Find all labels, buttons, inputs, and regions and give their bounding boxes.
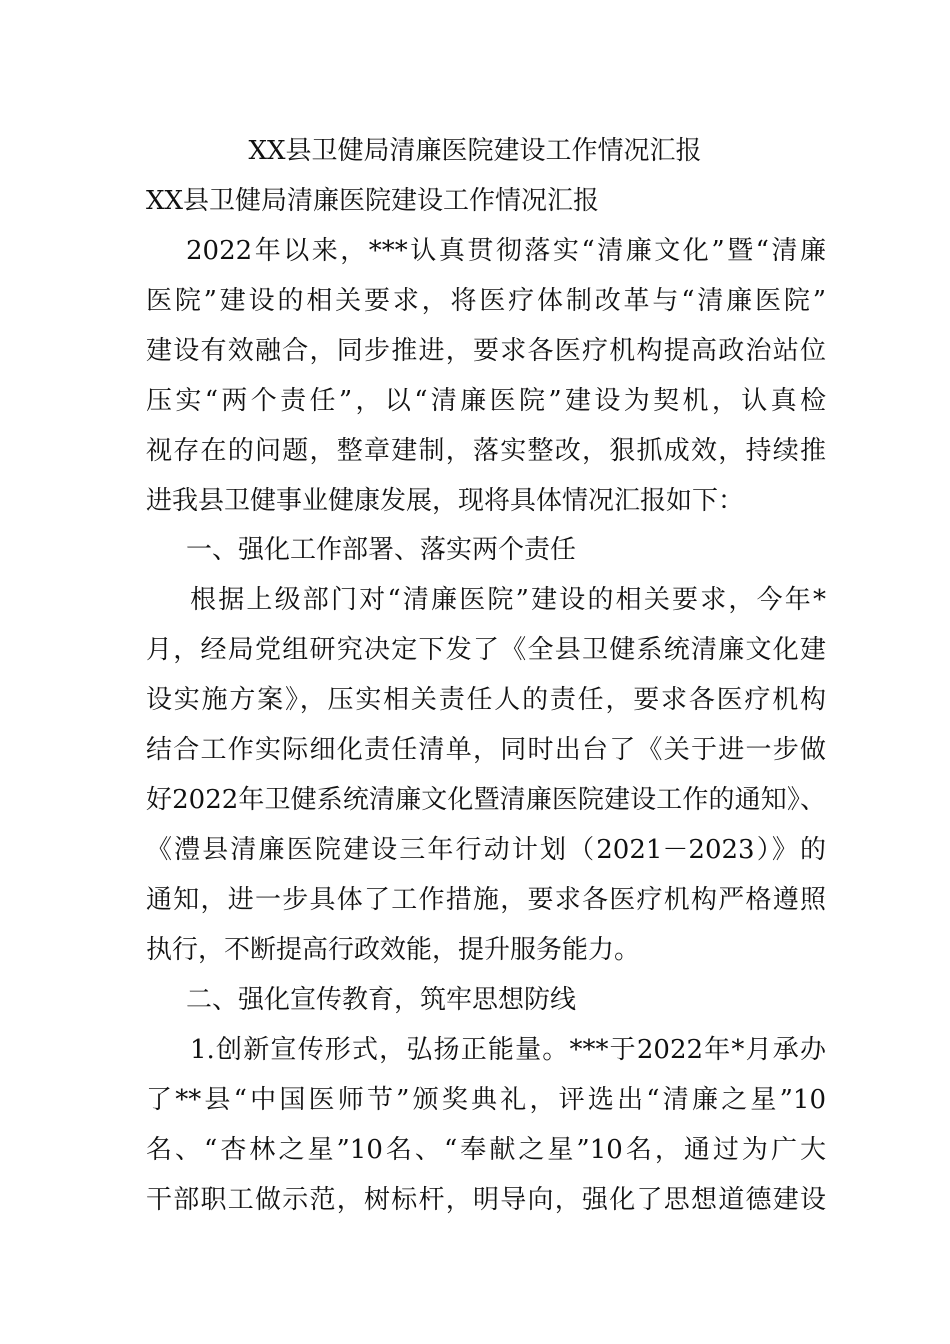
paragraph-2-line-6: 《澧县清廉医院建设三年行动计划（2021－2023）》的 — [146, 835, 826, 865]
paragraph-2-line-3: 设实施方案》，压实相关责任人的责任，要求各医疗机构 — [146, 685, 826, 715]
document-title: XX县卫健局清廉医院建设工作情况汇报 — [248, 136, 702, 166]
paragraph-3-line-3: 名、“杏林之星”10名、“奉献之星”10名，通过为广大 — [146, 1135, 826, 1165]
paragraph-1-line-4: 压实“两个责任”，以“清廉医院”建设为契机，认真检 — [146, 386, 826, 416]
section-heading-1: 一、强化工作部署、落实两个责任 — [186, 535, 577, 565]
paragraph-2-line-1: 根据上级部门对“清廉医院”建设的相关要求，今年* — [190, 585, 826, 615]
paragraph-3-line-2: 了**县“中国医师节”颁奖典礼，评选出“清廉之星”10 — [146, 1085, 826, 1115]
paragraph-3-line-4: 干部职工做示范，树标杆，明导向，强化了思想道德建设 — [146, 1185, 826, 1215]
paragraph-1-line-5: 视存在的问题，整章建制，落实整改，狠抓成效，持续推 — [146, 436, 826, 466]
section-heading-2: 二、强化宣传教育，筑牢思想防线 — [186, 985, 577, 1015]
paragraph-2-line-8: 执行，不断提高行政效能，提升服务能力。 — [146, 935, 641, 965]
paragraph-2-line-7: 通知，进一步具体了工作措施，要求各医疗机构严格遵照 — [146, 885, 826, 915]
paragraph-2-line-4: 结合工作实际细化责任清单，同时出台了《关于进一步做 — [146, 735, 826, 765]
paragraph-1-line-2: 医院”建设的相关要求，将医疗体制改革与“清廉医院” — [146, 286, 826, 316]
paragraph-2-line-2: 月，经局党组研究决定下发了《全县卫健系统清廉文化建 — [146, 635, 826, 665]
paragraph-1-line-6: 进我县卫健事业健康发展，现将具体情况汇报如下： — [146, 486, 745, 516]
document-subtitle: XX县卫健局清廉医院建设工作情况汇报 — [146, 186, 600, 216]
paragraph-1-line-1: 2022年以来，***认真贯彻落实“清廉文化”暨“清廉 — [186, 236, 826, 266]
paragraph-1-line-3: 建设有效融合，同步推进，要求各医疗机构提高政治站位 — [146, 336, 826, 366]
paragraph-2-line-5: 好2022年卫健系统清廉文化暨清廉医院建设工作的通知》、 — [146, 785, 826, 815]
paragraph-3-line-1: 1.创新宣传形式，弘扬正能量。***于2022年*月承办 — [190, 1035, 826, 1065]
